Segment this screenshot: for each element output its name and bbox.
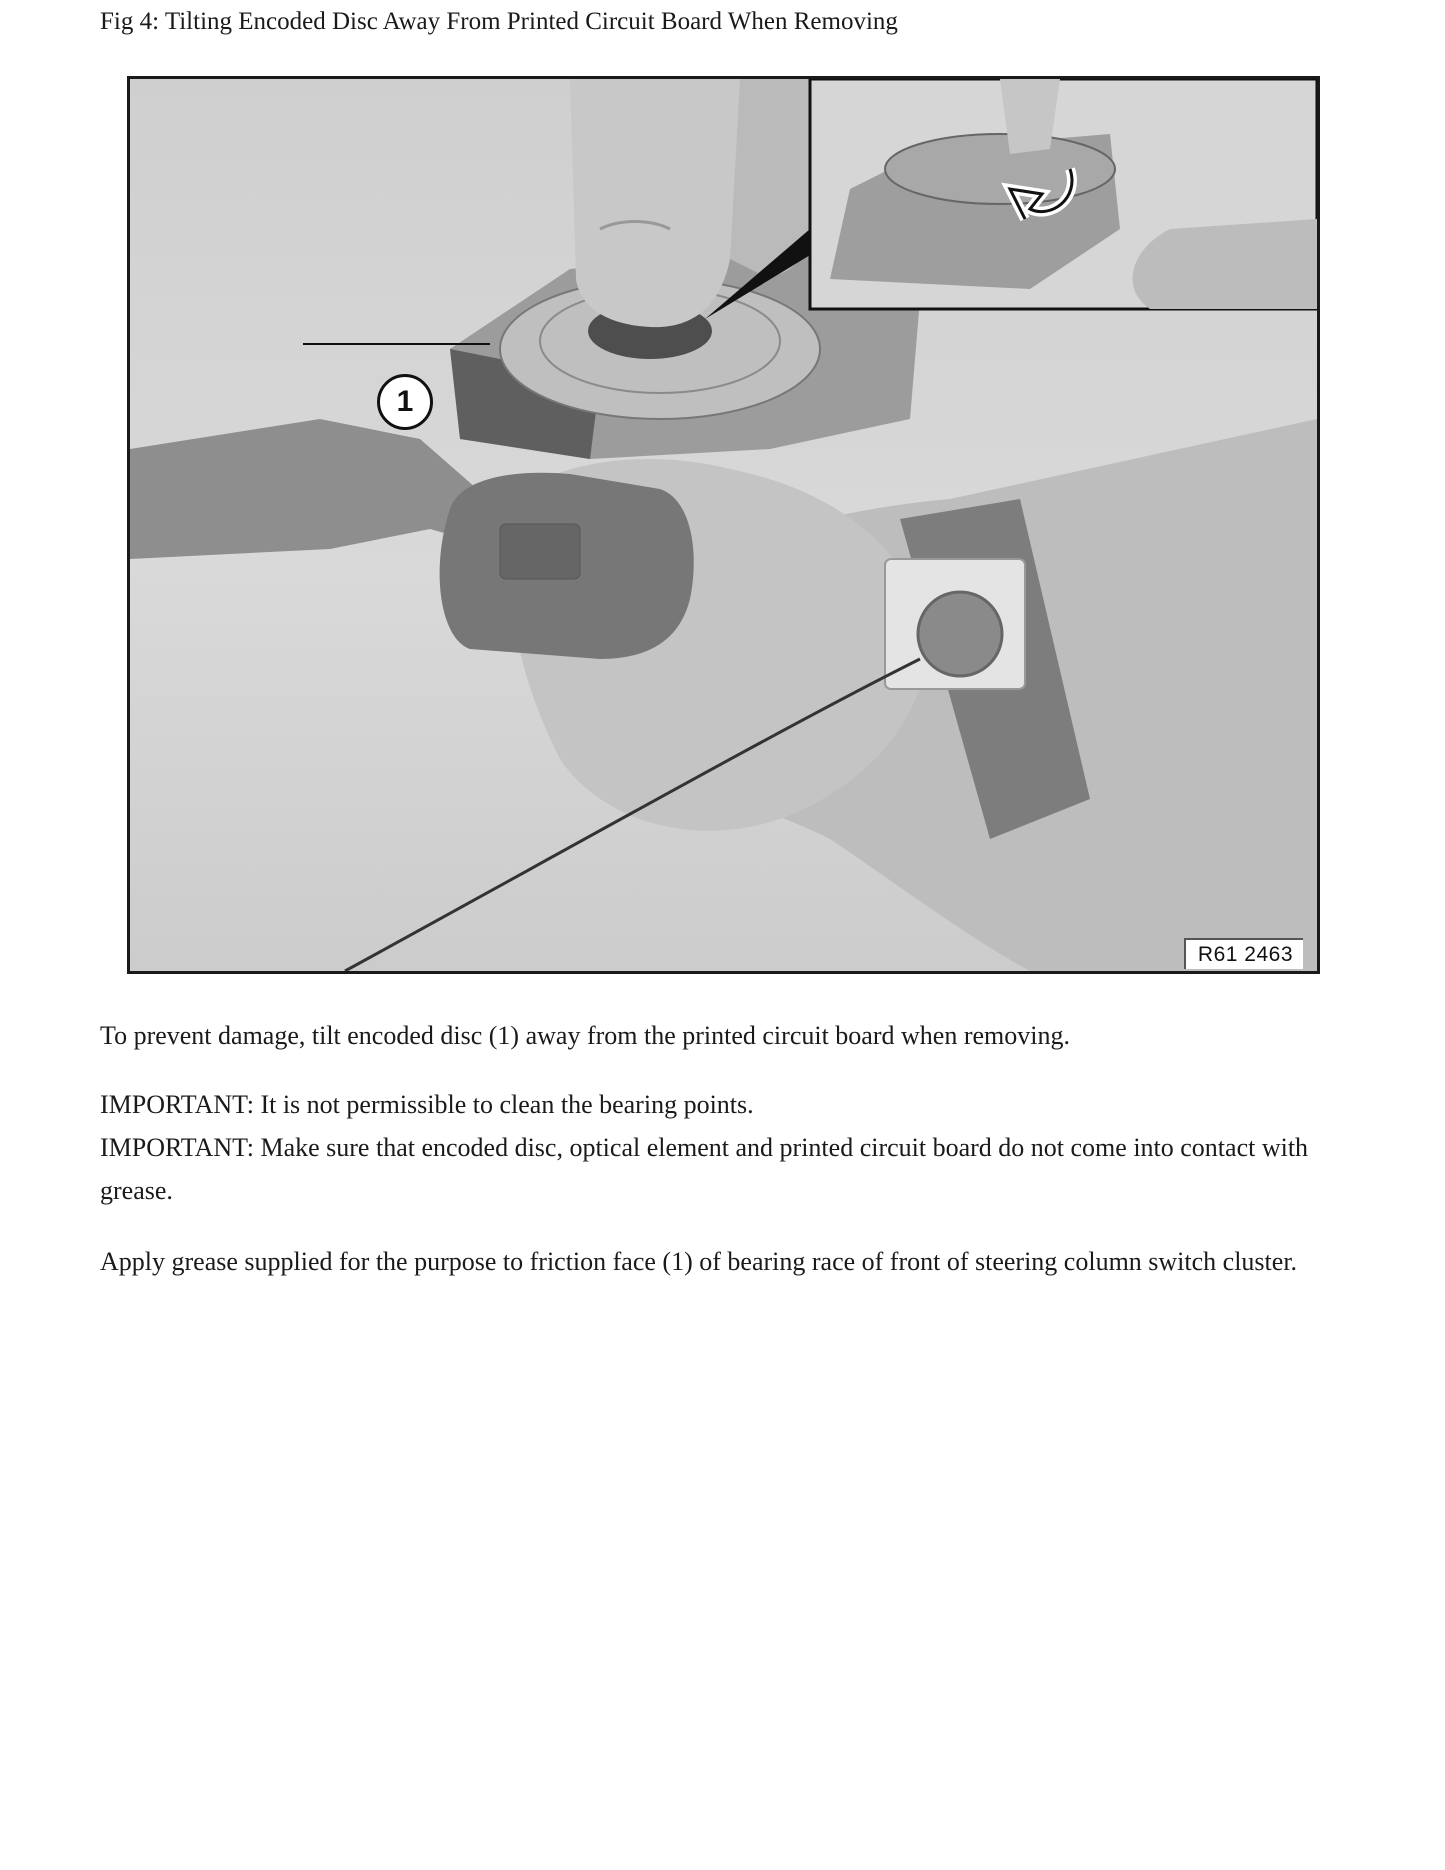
instruction-paragraph-grease (100, 1240, 1340, 1283)
important-note-bearing: IMPORTANT: It is not permissible to clean the bearing points. (100, 1090, 754, 1119)
instruction-apply-grease: Apply grease supplied for the purpose to friction face (1) of bearing race of front of steering column switch cluster. (100, 1247, 1298, 1276)
strap-snap (918, 592, 1002, 676)
inset-disc (885, 134, 1115, 204)
figure-caption: Fig 4: Tilting Encoded Disc Away From Printed Circuit Board When Removing (100, 8, 898, 35)
important-note-grease: IMPORTANT: Make sure that encoded disc, optical element and printed circuit board do not come into contact with grease. (100, 1133, 1309, 1205)
instruction-paragraph (100, 1014, 1340, 1057)
figure-illustration (127, 76, 1320, 974)
instruction-tilt-disc: To prevent damage, tilt encoded disc (1) away from the printed circuit board when removing. (100, 1021, 1070, 1050)
important-notes (100, 1083, 1340, 1212)
stalk-button (500, 524, 580, 579)
callout-number-1: 1 (377, 374, 433, 430)
figure-id-label: R61 2463 (1184, 938, 1303, 969)
finger-shape (570, 79, 740, 327)
illustration-drawing (130, 79, 1317, 971)
